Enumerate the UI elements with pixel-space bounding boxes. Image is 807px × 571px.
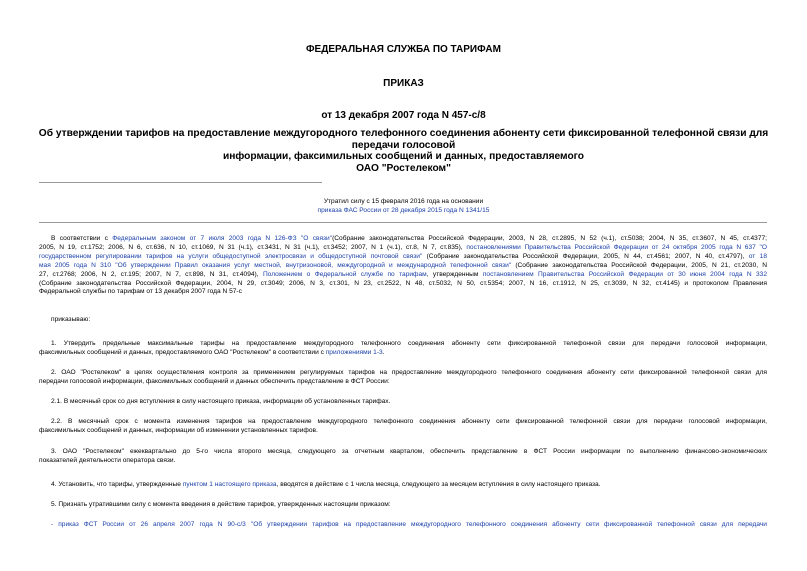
item-4: 4. Установить, что тарифы, утвержденные пунктом 1 настоящего приказа, вводятся в действие с 1 числа месяца, следующего за месяцем вступления в силу настоящего приказа.	[51, 481, 601, 488]
preamble-line: государственном регулировании тарифов на услуги общедоступной электросвязи и общедоступной почтовой связи" (Собрание законодательства Российской Федерации, 2005, N 44, ст.4561; 2007, N 40, ст.4797), от 18	[39, 252, 767, 260]
short-divider	[39, 182, 322, 183]
resolution-637-link[interactable]: постановлениями Правительства Российской Федерации от 24 октября 2005 года N 637 "О	[466, 243, 767, 251]
status-note-link-row	[0, 207, 807, 214]
appendices-link[interactable]: приложениями 1-3	[325, 348, 383, 356]
resolution-310-link[interactable]: от 18	[748, 252, 767, 260]
resolution-332-link[interactable]: постановлением Правительства Российской Федерации от 30 июня 2004 года N 332	[482, 270, 768, 278]
item-5-dash	[39, 521, 767, 530]
title-line: информации, факсимильных сообщений и данных, предоставляемого	[222, 151, 585, 162]
document-title	[30, 128, 777, 174]
item-1: 1. Утвердить предельные максимальные тарифы на предоставление междугородного телефонного соединения абоненту сети фиксированной телефонной связи для передачи голосовой информации, факсимильных сообщений и данных, предоставляемого ОАО "Ростелеком" в соответствии с приложениями 1-3.	[39, 340, 767, 356]
fst-regulation-link[interactable]: Положением о Федеральной службе по тарифам	[262, 270, 427, 278]
item-3: 3. ОАО "Ростелеком" ежеквартально до 5-го числа второго месяца, следующего за отчетным кварталом, обеспечить представление в ФСТ России информации по выполнению финансово-экономических показателей деятельности оператора связи.	[39, 448, 767, 464]
doc-type-heading: ПРИКАЗ	[383, 78, 424, 89]
item-2: 2. ОАО "Ростелеком" в целях осуществления контроля за применением регулируемых тарифов на предоставление междугородного телефонного соединения абоненту сети фиксированной телефонной связи для передачи голосовой информации, факсимильных сообщений и данных обеспечить представление в ФСТ России:	[39, 369, 767, 385]
item-5: 5. Признать утратившими силу с момента введения в действие тарифов, утвержденных настоящим приказом:	[51, 501, 391, 508]
order-word: приказываю:	[51, 316, 91, 323]
preamble-line: 2005, N 19, ст.1752; 2006, N 6, ст.636, N 10, ст.1069, N 31 (ч.1), ст.3431, N 31 (ч.1), ст.3452; 2007, N 1 (ч.1), ст.8, N 7, ст.835), постановлениями Правительства Российской Федерации от 24 октября 2005 года N 637 "О	[39, 243, 767, 251]
preamble-line: 27, ст.2768; 2006, N 2, ст.195; 2007, N 7, ст.898, N 31, ст.4094), Положением о Федеральной службе по тарифам, утвержденным постановлением Правительства Российской Федерации от 30 июня 2004 года N 332	[39, 270, 768, 278]
preamble-line: В соответствии с Федеральным законом от 7 июля 2003 года N 126-ФЗ "О связи"(Собрание законодательства Российской Федерации, 2003, N 28, ст.2895, N 52 (ч.1), ст.5038; 2004, N 35, ст.3607, N 45, ст.4377;	[51, 235, 768, 242]
doc-date-heading: от 13 декабря 2007 года N 457-с/8	[321, 110, 486, 121]
resolution-637-link-cont[interactable]: государственном регулировании тарифов на услуги общедоступной электросвязи и общедоступной почтовой связи"	[39, 252, 423, 260]
law-126fz-link[interactable]: Федеральным законом от 7 июля 2003 года N 126-ФЗ "О связи"	[112, 235, 333, 242]
full-divider	[39, 222, 767, 223]
preamble-paragraph	[39, 235, 767, 297]
title-line: Об утверждении тарифов на предоставление междугородного телефонного соединения абоненту сети фиксированной телефонной связи для передачи голосовой	[38, 128, 769, 151]
item-2-2: 2.2. В месячный срок с момента изменения тарифов на предоставление междугородного телефонного соединения абоненту сети фиксированной телефонной связи для передачи голосовой информации, факсимильных сообщений и данных, информации об изменении установленных тарифов.	[39, 418, 767, 434]
resolution-310-link-cont[interactable]: мая 2005 года N 310 "Об утверждении Правил оказания услуг местной, внутризоновой, междугородной и международной телефонной связи"	[39, 261, 512, 269]
item-2-1: 2.1. В месячный срок со дня вступления в силу настоящего приказа, информации об установленных тарифах.	[51, 398, 391, 405]
preamble-line: мая 2005 года N 310 "Об утверждении Правил оказания услуг местной, внутризоновой, междугородной и международной телефонной связи" (Собрание законодательства Российской Федерации, 2005, N 21, ст.2030, N	[39, 261, 767, 269]
agency-heading: ФЕДЕРАЛЬНАЯ СЛУЖБА ПО ТАРИФАМ	[306, 44, 501, 55]
title-line: ОАО "Ростелеком"	[356, 162, 451, 174]
repeal-order-link[interactable]: приказа ФАС России от 28 декабря 2015 года N 1341/15	[317, 207, 490, 214]
point-1-link[interactable]: пунктом 1 настоящего приказа	[182, 481, 277, 488]
fst-order-90-link[interactable]: - приказ ФСТ России от 26 апреля 2007 года N 90-с/3 "Об утверждении тарифов на предоставление междугородного телефонного соединения абоненту сети фиксированной телефонной связи для передачи	[51, 521, 767, 528]
preamble-line: Федеральной службы по тарифам от 13 декабря 2007 года N 57-с	[39, 288, 242, 296]
preamble-line: (Собрание законодательства Российской Федерации, 2004, N 29, ст.3049; 2006, N 3, ст.301, N 23, ст.2522, N 48, ст.5032, N 50, ст.5354; 2007, N 16, ст.1912, N 25, ст.3039, N 32, ст.4145) и протоколом Правления	[39, 279, 767, 287]
status-note: Утратил силу с 15 февраля 2016 года на основании	[323, 198, 484, 205]
